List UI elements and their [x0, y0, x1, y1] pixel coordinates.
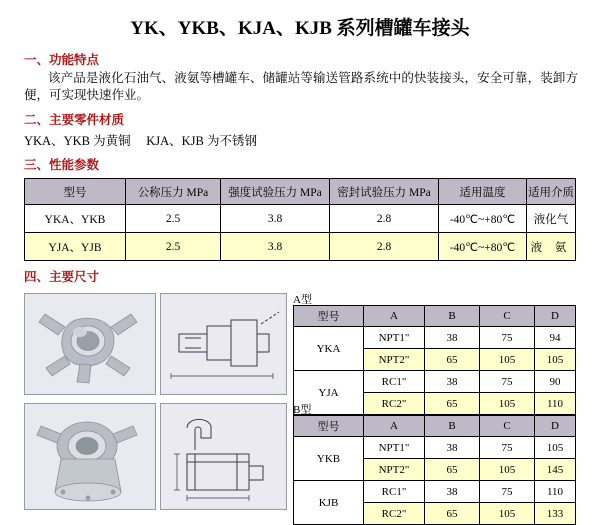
perf-cell-medium: 液 氨 [527, 233, 576, 261]
table-row [294, 481, 576, 503]
dim-cell-d: 133 [535, 503, 576, 525]
dim-cell-c: 75 [480, 327, 535, 349]
dim-cell-c: 105 [480, 503, 535, 525]
coupling-photo-a-graphic [25, 294, 153, 392]
section-heading-performance: 三、性能参数 [24, 158, 100, 172]
dim-cell-c: 75 [480, 371, 535, 393]
dim-cell-b: 65 [425, 459, 480, 481]
coupling-photo-b-graphic [25, 404, 153, 507]
dim-cell-b: 65 [425, 349, 480, 371]
dim-cell-d: 105 [535, 349, 576, 371]
section-heading-dimensions: 四、主要尺寸 [24, 270, 100, 284]
dim-table-b [293, 415, 576, 525]
table-header-row [294, 416, 576, 437]
dim-header-d: D [535, 416, 576, 437]
dim-header-a: A [364, 416, 425, 437]
performance-table-wrap [0, 175, 600, 261]
dim-cell-b: 65 [425, 393, 480, 415]
dim-table-b-wrap [293, 415, 576, 525]
table-row [294, 437, 576, 459]
perf-header-temperature: 适用温度 [439, 179, 527, 205]
features-paragraph: 该产品是液化石油气、液氨等槽罐车、储罐站等输送管路系统中的快装接头，安全可靠，装卸方便，可实现快速作业。 [24, 71, 578, 102]
dim-cell-a: RC1" [364, 481, 425, 503]
dim-cell-a: NPT2" [364, 349, 425, 371]
dim-header-d: D [535, 306, 576, 327]
photo-coupling-a [24, 293, 156, 395]
dim-cell-c: 105 [480, 459, 535, 481]
table-row [294, 371, 576, 393]
photo-coupling-b [24, 403, 156, 510]
perf-header-model: 型号 [25, 179, 126, 205]
perf-cell-model: YKA、YKB [25, 205, 126, 233]
perf-cell-nominal: 2.5 [126, 233, 221, 261]
perf-header-seal-pressure: 密封试验压力 MPa [330, 179, 439, 205]
dim-header-b: B [425, 416, 480, 437]
table-row [25, 205, 576, 233]
dim-cell-b: 38 [425, 481, 480, 503]
dim-cell-model: YKB [294, 437, 364, 481]
coupling-drawing-a-graphic [161, 294, 284, 392]
dim-header-c: C [480, 306, 535, 327]
dim-cell-c: 75 [480, 437, 535, 459]
dim-cell-a: NPT1" [364, 437, 425, 459]
dim-cell-model: YJA [294, 371, 364, 415]
perf-cell-medium: 液化气 [527, 205, 576, 233]
perf-header-nominal-pressure: 公称压力 MPa [126, 179, 221, 205]
perf-header-strength-pressure: 强度试验压力 MPa [221, 179, 330, 205]
dim-cell-d: 145 [535, 459, 576, 481]
perf-cell-nominal: 2.5 [126, 205, 221, 233]
dim-cell-c: 105 [480, 393, 535, 415]
dim-header-a: A [364, 306, 425, 327]
table-header-row [25, 179, 576, 205]
perf-cell-seal: 2.8 [330, 205, 439, 233]
dim-header-b: B [425, 306, 480, 327]
dim-cell-d: 94 [535, 327, 576, 349]
dim-cell-a: RC2" [364, 503, 425, 525]
dim-cell-a: NPT2" [364, 459, 425, 481]
dim-cell-c: 105 [480, 349, 535, 371]
performance-table [24, 178, 576, 261]
perf-cell-temp: -40℃~+80℃ [439, 233, 527, 261]
drawing-coupling-b [160, 403, 287, 510]
section-heading-material: 二、主要零件材质 [24, 113, 125, 127]
dim-cell-c: 75 [480, 481, 535, 503]
perf-cell-strength: 3.8 [221, 233, 330, 261]
dim-cell-d: 110 [535, 393, 576, 415]
dim-header-c: C [480, 416, 535, 437]
table-row [25, 233, 576, 261]
dim-cell-d: 110 [535, 481, 576, 503]
perf-cell-model: YJA、YJB [25, 233, 126, 261]
perf-cell-strength: 3.8 [221, 205, 330, 233]
dim-header-model: 型号 [294, 306, 364, 327]
section-heading-features: 一、功能特点 [24, 53, 100, 67]
dim-table-a-wrap [293, 305, 576, 415]
dim-cell-d: 90 [535, 371, 576, 393]
dim-cell-a: RC2" [364, 393, 425, 415]
table-header-row [294, 306, 576, 327]
dim-cell-d: 105 [535, 437, 576, 459]
perf-header-medium: 适用介质 [527, 179, 576, 205]
dim-cell-b: 38 [425, 371, 480, 393]
dim-cell-b: 65 [425, 503, 480, 525]
dim-cell-model: KJB [294, 481, 364, 525]
material-text: YKA、YKB 为黄铜 KJA、KJB 为不锈钢 [24, 134, 257, 148]
coupling-drawing-b-graphic [161, 404, 284, 507]
perf-cell-temp: -40℃~+80℃ [439, 205, 527, 233]
perf-cell-seal: 2.8 [330, 233, 439, 261]
dim-cell-model: YKA [294, 327, 364, 371]
dim-cell-a: NPT1" [364, 327, 425, 349]
dim-cell-a: RC1" [364, 371, 425, 393]
dim-header-model: 型号 [294, 416, 364, 437]
table-row [294, 327, 576, 349]
drawing-coupling-a [160, 293, 287, 395]
dim-cell-b: 38 [425, 437, 480, 459]
page-title: YK、YKB、KJA、KJB 系列槽罐车接头 [130, 18, 470, 39]
dim-table-a-label: A型 [293, 294, 312, 306]
dim-table-a [293, 305, 576, 415]
dim-table-b-label: B型 [293, 404, 312, 416]
dim-cell-b: 38 [425, 327, 480, 349]
